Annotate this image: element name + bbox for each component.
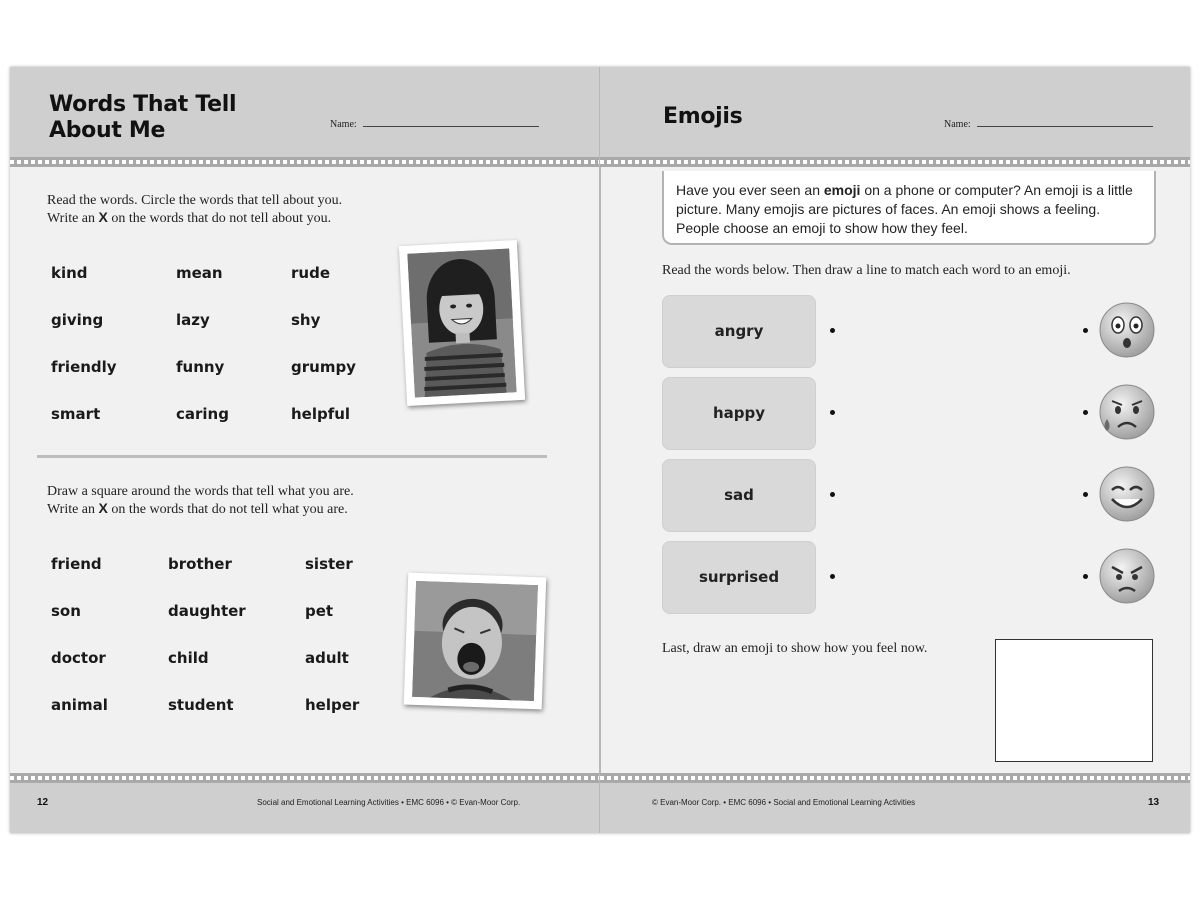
- emoji-match-dot[interactable]: [1083, 410, 1088, 415]
- intro-text-pre: Have you ever seen an: [676, 182, 824, 198]
- section2-instruction-line1: Draw a square around the words that tell what you are.: [47, 484, 354, 499]
- left-name-field[interactable]: [363, 126, 539, 127]
- match-word-box[interactable]: [662, 377, 816, 450]
- word-item[interactable]: mean: [176, 264, 223, 282]
- match-instruction: Read the words below. Then draw a line to match each word to an emoji.: [662, 263, 1071, 278]
- word-item[interactable]: animal: [51, 696, 108, 714]
- match-word-label: sad: [724, 486, 754, 504]
- word-item[interactable]: shy: [291, 311, 321, 329]
- left-footer-dash-strip: [10, 773, 600, 783]
- left-page-title: [49, 92, 236, 144]
- draw-emoji-box[interactable]: [995, 639, 1153, 762]
- word-item[interactable]: pet: [305, 602, 334, 620]
- word-match-dot[interactable]: [830, 574, 835, 579]
- word-item[interactable]: adult: [305, 649, 349, 667]
- right-name-field[interactable]: [977, 126, 1153, 127]
- right-name-label: Name:: [944, 119, 971, 130]
- word-item[interactable]: giving: [51, 311, 104, 329]
- left-footer-band: [10, 783, 600, 833]
- word-item[interactable]: daughter: [168, 602, 246, 620]
- left-footer-text: Social and Emotional Learning Activities • EMC 6096 • © Evan-Moor Corp.: [257, 798, 521, 807]
- match-word-box[interactable]: [662, 459, 816, 532]
- word-item[interactable]: child: [168, 649, 209, 667]
- word-item[interactable]: sister: [305, 555, 353, 573]
- word-item[interactable]: friendly: [51, 358, 117, 376]
- intro-text-emoji-bold: emoji: [823, 182, 861, 198]
- section1-instr2-post: on the words that do not tell about you.: [107, 211, 332, 226]
- section2-instr2-bold: X: [98, 500, 108, 516]
- surprised-face-icon: [1098, 301, 1156, 359]
- word-match-dot[interactable]: [830, 492, 835, 497]
- emoji-match-dot[interactable]: [1083, 492, 1088, 497]
- word-item[interactable]: helpful: [291, 405, 351, 423]
- right-footer-band: [600, 783, 1190, 833]
- word-item[interactable]: grumpy: [291, 358, 356, 376]
- right-page-title: Emojis: [663, 104, 743, 129]
- word-item[interactable]: helper: [305, 696, 360, 714]
- workbook-spread: [10, 67, 1190, 833]
- section1-instr2-pre: Write an: [47, 211, 99, 226]
- right-page: [600, 67, 1190, 833]
- section2-instr2-pre: Write an: [47, 502, 99, 517]
- word-item[interactable]: friend: [51, 555, 102, 573]
- section1-instr2-bold: X: [98, 209, 108, 225]
- section1-instruction-line1: Read the words. Circle the words that tell about you.: [47, 193, 343, 208]
- crying-face-icon: [1098, 383, 1156, 441]
- smiling-girl-photo: [399, 240, 525, 406]
- section2-instructions: [47, 484, 354, 518]
- section1-instructions: [47, 193, 342, 227]
- left-title-line2: About Me: [49, 118, 166, 143]
- right-header-dash-strip: [600, 157, 1190, 167]
- emoji-match-dot[interactable]: [1083, 574, 1088, 579]
- match-word-label: angry: [714, 322, 764, 340]
- right-footer-text: © Evan-Moor Corp. • EMC 6096 • Social and Emotional Learning Activities: [652, 798, 916, 807]
- word-item[interactable]: son: [51, 602, 81, 620]
- word-item[interactable]: funny: [176, 358, 225, 376]
- word-match-dot[interactable]: [830, 410, 835, 415]
- section2-instruction-line2: [47, 500, 354, 518]
- left-page-number: 12: [37, 797, 49, 808]
- word-item[interactable]: kind: [51, 264, 88, 282]
- smiling-face-icon: [1098, 465, 1156, 523]
- match-word-label: surprised: [698, 568, 780, 586]
- draw-instruction: Last, draw an emoji to show how you feel now.: [662, 641, 928, 656]
- intro-text-post: on a phone or computer? An emoji is a little picture. Many emojis are pictures of faces. An emoji shows a feeling. People choose an emoji to show how they feel.: [676, 182, 1133, 236]
- word-item[interactable]: rude: [291, 264, 330, 282]
- section1-instruction-line2: [47, 209, 342, 227]
- intro-paragraph: [676, 181, 1146, 238]
- section2-instr2-post: on the words that do not tell what you are.: [107, 502, 348, 517]
- left-title-line1: Words That Tell: [49, 92, 237, 117]
- intro-text-box: [662, 171, 1156, 245]
- word-item[interactable]: lazy: [176, 311, 210, 329]
- word-item[interactable]: smart: [51, 405, 101, 423]
- match-word-box[interactable]: [662, 295, 816, 368]
- word-item[interactable]: brother: [168, 555, 232, 573]
- word-item[interactable]: caring: [176, 405, 229, 423]
- right-page-number: 13: [1148, 797, 1160, 808]
- word-item[interactable]: doctor: [51, 649, 106, 667]
- left-header-dash-strip: [10, 157, 600, 167]
- shouting-boy-photo: [404, 573, 547, 710]
- shouting-boy-image: [412, 581, 538, 701]
- match-word-box[interactable]: [662, 541, 816, 614]
- match-word-label: happy: [712, 404, 766, 422]
- left-page: [10, 67, 600, 833]
- emoji-match-dot[interactable]: [1083, 328, 1088, 333]
- smiling-girl-image: [407, 248, 516, 397]
- section-divider: [37, 455, 547, 458]
- word-item[interactable]: student: [168, 696, 234, 714]
- left-name-label: Name:: [330, 119, 357, 130]
- angry-face-icon: [1098, 547, 1156, 605]
- right-footer-dash-strip: [600, 773, 1190, 783]
- word-match-dot[interactable]: [830, 328, 835, 333]
